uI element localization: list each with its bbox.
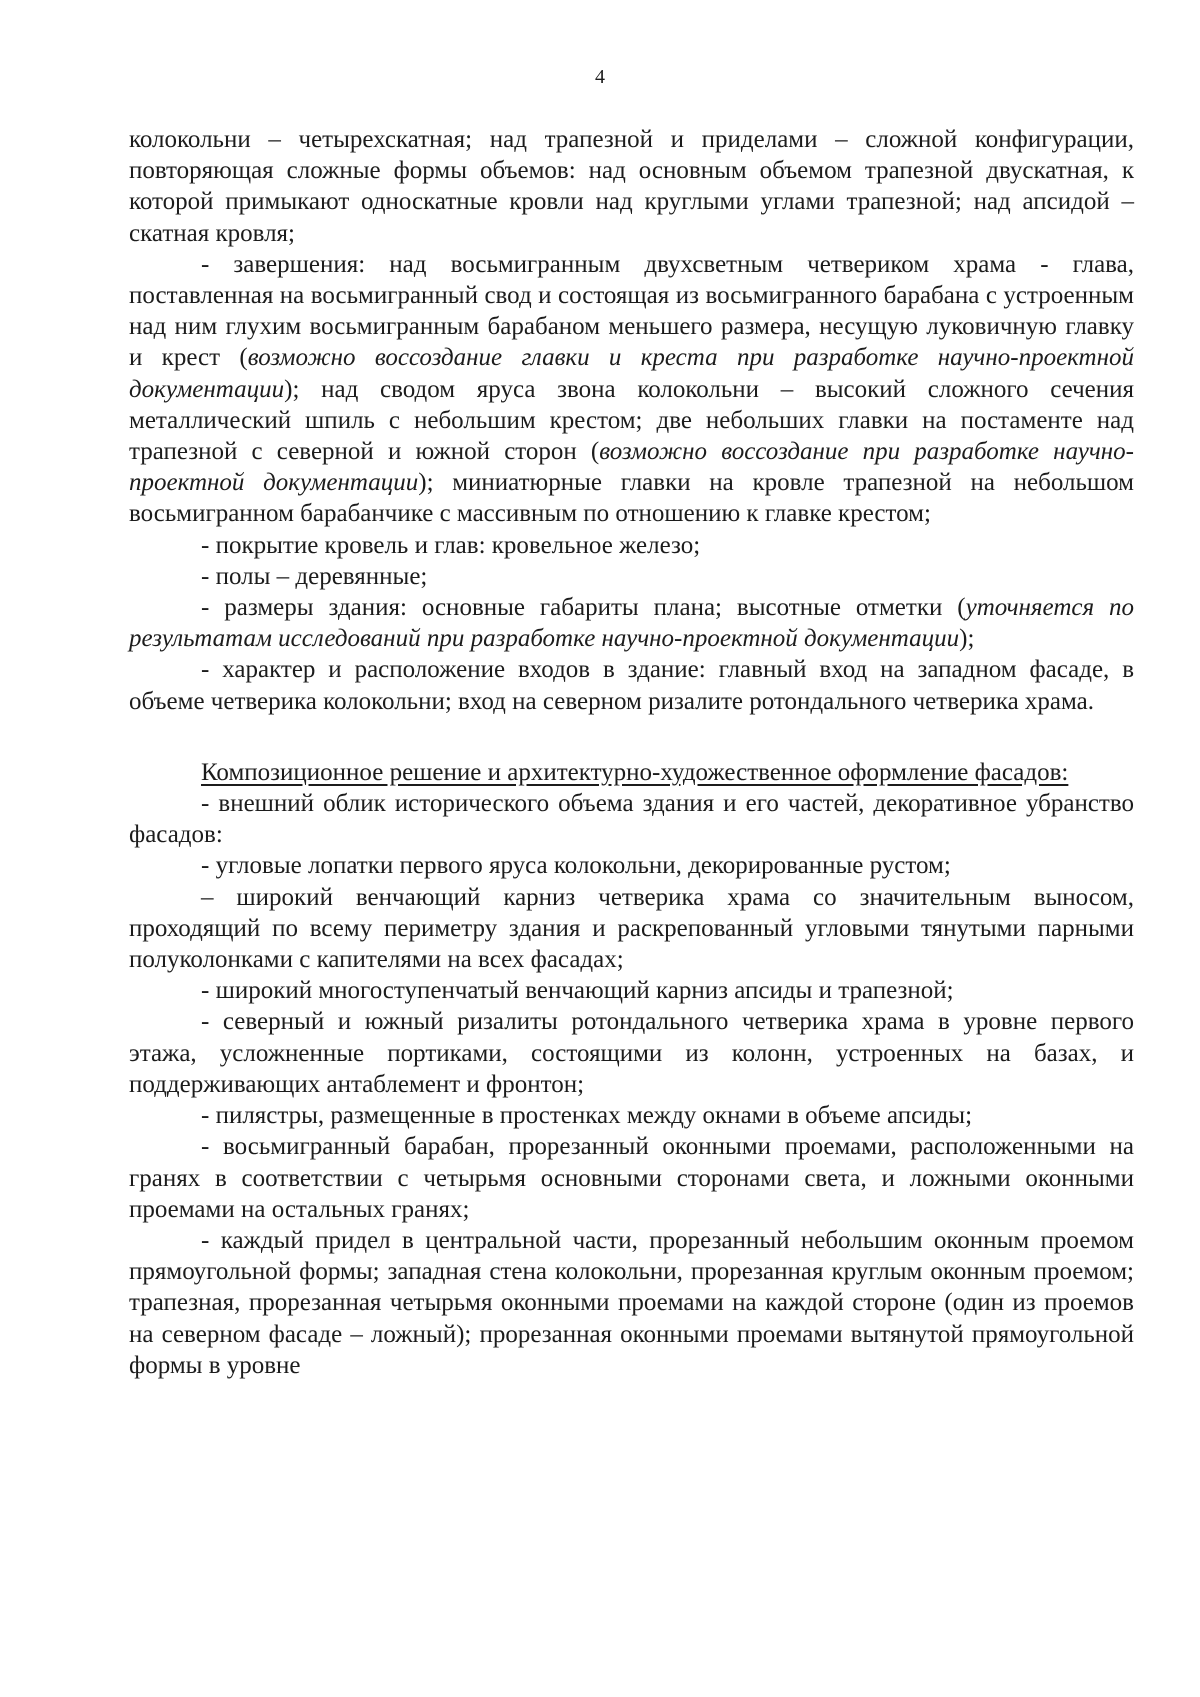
text-run: - покрытие кровель и глав: кровельное железо;	[201, 531, 701, 559]
paragraph	[129, 592, 1134, 654]
paragraph	[129, 249, 1134, 530]
text-run: – широкий венчающий карниз четверика храма со значительным выносом, проходящий по всему периметру здания и раскрепованный угловыми тянутыми парными полуколонками с капителями на всех фасадах;	[129, 883, 1134, 974]
text-run: - угловые лопатки первого яруса колокольни, декорированные рустом;	[201, 852, 951, 880]
paragraph	[129, 882, 1134, 976]
text-run: - завершения: над восьмигранным двухсветным четвериком храма - глава, поставленная на восьмигранный свод и состоящая из восьмигранного барабана с устроенным над ним глухим восьмигранным барабаном меньшего размера, несущую луковичную главку и крест (	[129, 250, 1134, 372]
text-run: ); миниатюрные главки на кровле трапезной на небольшом восьмигранном барабанчике с массивным по отношению к главке крестом;	[129, 469, 1134, 528]
paragraph	[129, 124, 1134, 249]
document-body	[129, 124, 1134, 1381]
text-run: - размеры здания: основные габариты плана; высотные отметки (	[201, 594, 966, 622]
italic-note: возможно воссоздание при разработке научно-проектной документации	[129, 438, 1134, 497]
paragraph	[129, 757, 1134, 788]
text-run: );	[959, 625, 975, 653]
paragraph	[129, 1006, 1134, 1100]
paragraph	[129, 975, 1134, 1006]
text-run: - восьмигранный барабан, прорезанный оконными проемами, расположенными на гранях в соответствии с четырьмя основными сторонами света, и ложными оконными проемами на остальных гранях;	[129, 1133, 1134, 1223]
page-number: 4	[595, 66, 605, 88]
text-run: - внешний облик исторического объема здания и его частей, декоративное убранство фасадов:	[129, 790, 1134, 849]
paragraph	[129, 654, 1134, 716]
paragraph-spacer	[129, 717, 1134, 757]
paragraph	[129, 1131, 1134, 1225]
text-run: - пилястры, размещенные в простенках между окнами в объеме апсиды;	[201, 1102, 973, 1130]
text-run: колокольни – четырехскатная; над трапезной и приделами – сложной конфигурации, повторяющая сложные формы объемов: над основным объемом трапезной двускатная, к которой примыкают односкатные кровли над круглыми углами трапезной; над апсидой – скатная кровля;	[129, 126, 1134, 247]
paragraph	[129, 1225, 1134, 1381]
text-run: - полы – деревянные;	[201, 562, 428, 590]
paragraph	[129, 1100, 1134, 1131]
paragraph	[129, 788, 1134, 850]
text-run: - северный и южный ризалиты ротондального четверика храма в уровне первого этажа, усложненные портиками, состоящими из колонн, устроенных на базах, и поддерживающих антаблемент и фронтон;	[129, 1008, 1134, 1098]
text-run: - характер и расположение входов в здание: главный вход на западном фасаде, в объеме четверика колокольни; вход на северном ризалите ротондального четверика храма.	[129, 656, 1134, 715]
text-run: - широкий многоступенчатый венчающий карниз апсиды и трапезной;	[201, 977, 954, 1005]
paragraph	[129, 530, 1134, 561]
section-heading: Композиционное решение и архитектурно-художественное оформление фасадов:	[201, 758, 1069, 786]
text-run: - каждый придел в центральной части, прорезанный небольшим оконным проемом прямоугольной формы; западная стена колокольни, прорезанная круглым оконным проемом; трапезная, прорезанная четырьмя оконными проемами на каждой стороне (один из проемов на северном фасаде – ложный); прорезанная оконными проемами вытянутой прямоугольной формы в уровне	[129, 1226, 1134, 1379]
paragraph	[129, 561, 1134, 592]
text-run: ); над сводом яруса звона колокольни – высокий сложного сечения металлический шпиль с небольшим крестом; две небольших главки на постаменте над трапезной с северной и южной сторон (	[129, 375, 1134, 466]
paragraph	[129, 850, 1134, 881]
italic-note: уточняется по результатам исследований при разработке научно-проектной документации	[129, 594, 1134, 653]
italic-note: возможно воссоздание главки и креста при разработке научно-проектной документации	[129, 344, 1135, 403]
